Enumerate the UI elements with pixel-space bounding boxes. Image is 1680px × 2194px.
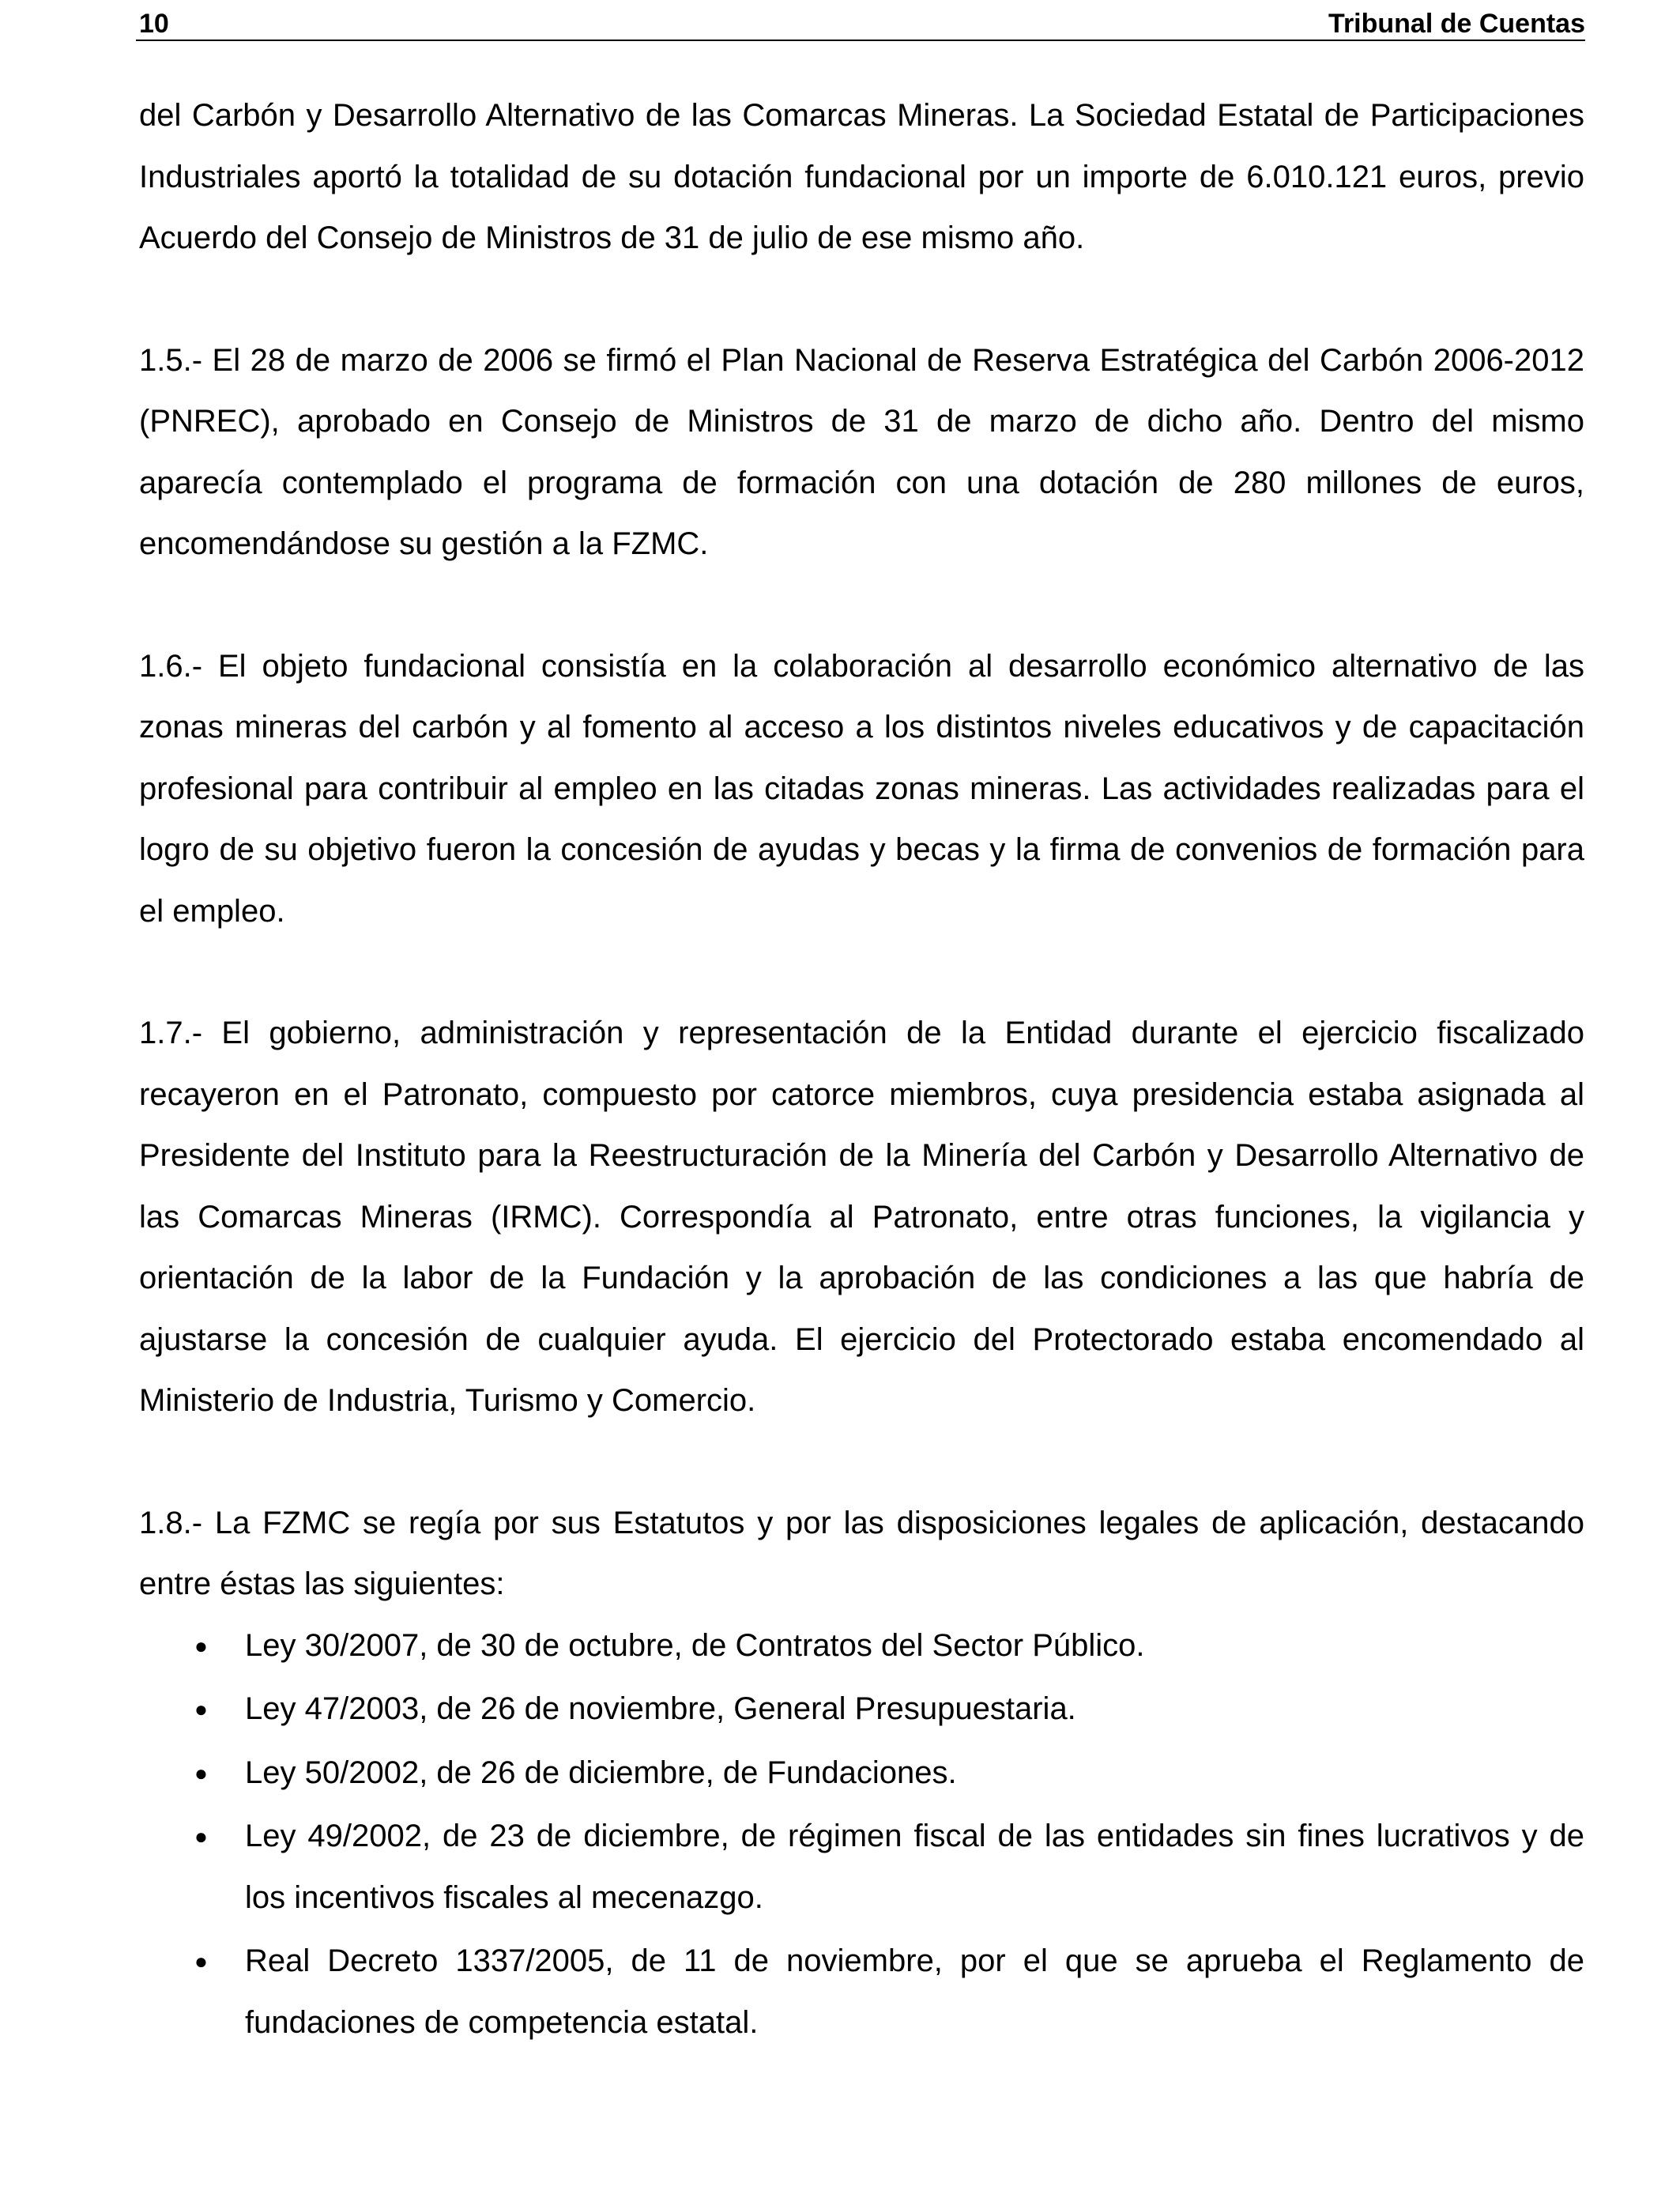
- bullet-icon: ●: [194, 1824, 208, 1849]
- page-header: [136, 6, 1585, 41]
- list-item: [139, 1743, 1584, 1804]
- list-item: [139, 1931, 1584, 2053]
- paragraph-1-7: 1.7.- El gobierno, administración y representación de la Entidad durante el ejercicio fiscalizado recayeron en el Patronato, compuesto por catorce miembros, cuya presidencia estaba asignada al Presidente del Instituto para la Reestructuración de la Minería del Carbón y Desarrollo Alternativo de las Comarcas Mineras (IRMC). Correspondía al Patronato, entre otras funciones, la vigilancia y orientación de la labor de la Fundación y la aprobación de las condiciones a las que habría de ajustarse la concesión de cualquier ayuda. El ejercicio del Protectorado estaba encomendado al Ministerio de Industria, Turismo y Comercio.: [139, 1016, 1584, 1418]
- bullet-icon: ●: [194, 1949, 208, 1973]
- header-organization: Tribunal de Cuentas: [1328, 9, 1585, 39]
- list-item-text: Ley 47/2003, de 26 de noviembre, General Presupuestaria.: [245, 1691, 1076, 1726]
- paragraph-continuation: del Carbón y Desarrollo Alternativo de las Comarcas Mineras. La Sociedad Estatal de Participaciones Industriales aportó la totalidad de su dotación fundacional por un importe de 6.010.121 euros, previo Acuerdo del Consejo de Ministros de 31 de julio de ese mismo año.: [139, 98, 1584, 255]
- list-item: [139, 1615, 1584, 1677]
- list-item: [139, 1679, 1584, 1740]
- list-item-text: Real Decreto 1337/2005, de 11 de noviembre, por el que se aprueba el Reglamento de fundaciones de competencia estatal.: [245, 1943, 1584, 2040]
- list-item-text: Ley 30/2007, de 30 de octubre, de Contratos del Sector Público.: [245, 1627, 1145, 1663]
- bullet-icon: ●: [194, 1760, 208, 1785]
- list-item: [139, 1806, 1584, 1928]
- page-number: 10: [139, 9, 169, 39]
- list-item-text: Ley 50/2002, de 26 de diciembre, de Fundaciones.: [245, 1755, 957, 1790]
- bullet-icon: ●: [194, 1697, 208, 1721]
- paragraph-1-6: 1.6.- El objeto fundacional consistía en la colaboración al desarrollo económico alternativo de las zonas mineras del carbón y al fomento al acceso a los distintos niveles educativos y de capacitación profesional para contribuir al empleo en las citadas zonas mineras. Las actividades realizadas para el logro de su objetivo fueron la concesión de ayudas y becas y la firma de convenios de formación para el empleo.: [139, 648, 1584, 929]
- list-item-text: Ley 49/2002, de 23 de diciembre, de régimen fiscal de las entidades sin fines lucrativos y de los incentivos fiscales al mecenazgo.: [245, 1819, 1584, 1915]
- legal-provisions-list: [139, 1615, 1584, 2054]
- document-body: [139, 85, 1584, 2056]
- paragraph-1-5: 1.5.- El 28 de marzo de 2006 se firmó el Plan Nacional de Reserva Estratégica del Carbón 2006-2012 (PNREC), aprobado en Consejo de Ministros de 31 de marzo de dicho año. Dentro del mismo aparecía contemplado el programa de formación con una dotación de 280 millones de euros, encomendándose su gestión a la FZMC.: [139, 342, 1584, 561]
- bullet-icon: ●: [194, 1633, 208, 1658]
- paragraph-1-8: 1.8.- La FZMC se regía por sus Estatutos y por las disposiciones legales de aplicación, destacando entre éstas las siguientes:: [139, 1505, 1584, 1601]
